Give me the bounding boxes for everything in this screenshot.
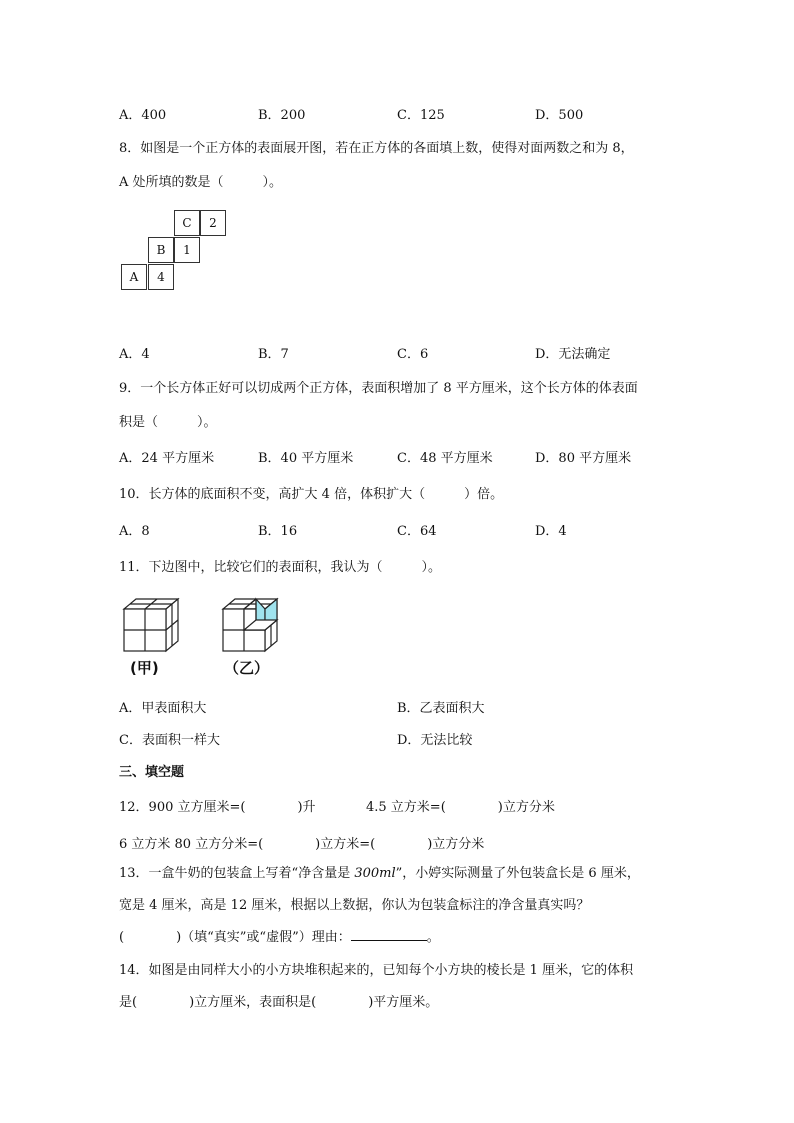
- figure-label-yi: （乙）: [224, 659, 270, 677]
- q12-text-part2: 4.5 立方米=( )立方分米: [366, 800, 555, 815]
- q8-option-a[interactable]: A．4: [119, 347, 150, 362]
- q7-option-b[interactable]: B．200: [258, 108, 306, 123]
- net-cell-1: 1: [174, 237, 200, 263]
- q13-text-line1: [119, 862, 640, 881]
- q13-line1-start: 13．一盒牛奶的包装盒上写着“净含量是: [119, 866, 355, 881]
- q10-option-c[interactable]: C．64: [397, 524, 437, 539]
- q12-text-line2: 6 立方米 80 立方分米=( )立方米=( )立方分米: [119, 837, 485, 852]
- q12-text-part1: 12．900 立方厘米=( )升: [119, 800, 316, 815]
- q14-text-line1: 14．如图是由同样大小的小方块堆积起来的，已知每个小方块的棱长是 1 厘米，它的体积: [119, 963, 634, 978]
- q13-text-line2: 宽是 4 厘米，高是 12 厘米，根据以上数据，你认为包装盒标注的净含量真实吗？: [119, 898, 590, 913]
- q13-text-line3: [119, 926, 440, 945]
- q9-option-c[interactable]: C．48 平方厘米: [397, 451, 493, 466]
- figure-label-jia: (甲): [130, 659, 159, 677]
- q13-net-content: 300ml: [354, 866, 396, 881]
- net-cell-b: B: [148, 237, 174, 263]
- q10-option-b[interactable]: B．16: [258, 524, 298, 539]
- net-cell-c: C: [174, 210, 200, 236]
- q7-option-d[interactable]: D．500: [535, 108, 584, 123]
- q8-text-line2: A 处所填的数是（ ）。: [119, 175, 283, 190]
- q11-option-a[interactable]: A．甲表面积大: [119, 701, 207, 716]
- q9-option-a[interactable]: A．24 平方厘米: [119, 451, 215, 466]
- q10-option-d[interactable]: D．4: [535, 524, 567, 539]
- q10-option-a[interactable]: A．8: [119, 524, 150, 539]
- cube-figure-yi: [217, 595, 289, 655]
- q8-option-b[interactable]: B．7: [258, 347, 289, 362]
- q9-option-b[interactable]: B．40 平方厘米: [258, 451, 354, 466]
- q8-text-line1: 8．如图是一个正方体的表面展开图，若在正方体的各面填上数，使得对面两数之和为 8，: [119, 141, 634, 156]
- q13-line1-end: ”，小婷实际测量了外包装盒长是 6 厘米，: [395, 866, 640, 881]
- q9-text-line2: 积是（ ）。: [119, 415, 217, 430]
- q11-option-c[interactable]: C．表面积一样大: [119, 733, 220, 748]
- q11-option-b[interactable]: B．乙表面积大: [397, 701, 485, 716]
- section-title-fill-in: 三、填空题: [119, 765, 185, 780]
- q13-line3-text: ( )（填“真实”或“虚假”）理由：: [119, 930, 351, 945]
- q11-option-d[interactable]: D．无法比较: [397, 733, 473, 748]
- q9-option-d[interactable]: D．80 平方厘米: [535, 451, 632, 466]
- net-cell-4: 4: [148, 264, 174, 290]
- q8-option-d[interactable]: D．无法确定: [535, 347, 611, 362]
- q10-text-line1: 10．长方体的底面积不变，高扩大 4 倍，体积扩大（ ）倍。: [119, 487, 504, 502]
- net-cell-a: A: [121, 264, 147, 290]
- q13-line3-end: 。: [426, 930, 440, 945]
- net-cell-2: 2: [200, 210, 226, 236]
- q13-reason-blank[interactable]: [351, 928, 427, 941]
- cube-figure-jia: [118, 595, 190, 655]
- q8-option-c[interactable]: C．6: [397, 347, 429, 362]
- q11-text-line1: 11．下边图中，比较它们的表面积，我认为（ ）。: [119, 560, 442, 575]
- q7-option-c[interactable]: C．125: [397, 108, 445, 123]
- q7-option-a[interactable]: A．400: [119, 108, 167, 123]
- q14-text-line2: 是( )立方厘米，表面积是( )平方厘米。: [119, 995, 439, 1010]
- q9-text-line1: 9．一个长方体正好可以切成两个正方体，表面积增加了 8 平方厘米，这个长方体的体表面: [119, 381, 638, 396]
